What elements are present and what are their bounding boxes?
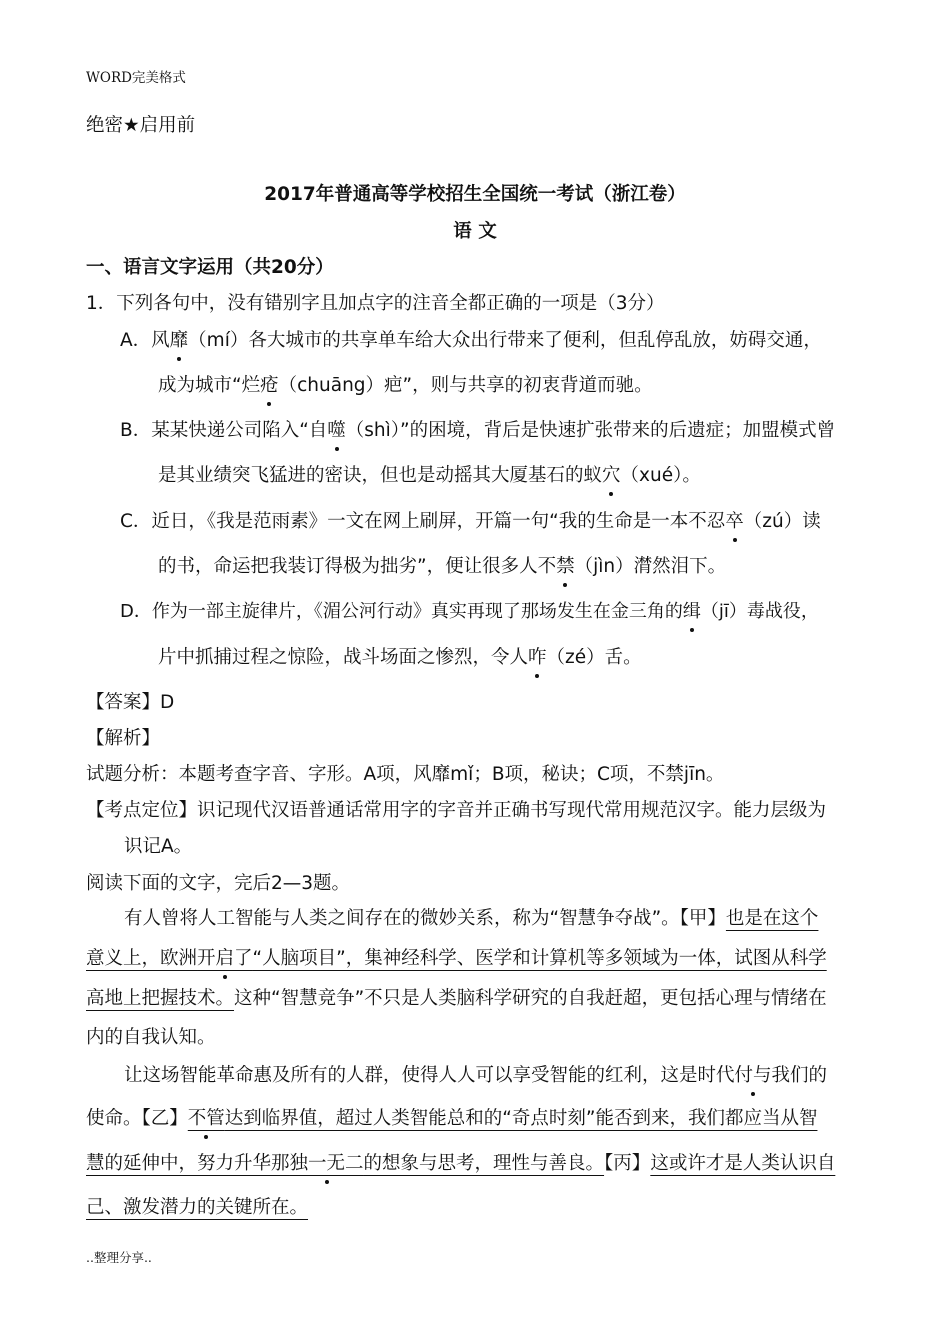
analysis-label: 【解析】 <box>86 728 161 749</box>
option-b-text: （xué）。 <box>620 465 701 486</box>
exam-title: 2017年普通高等学校招生全国统一考试（浙江卷） <box>264 184 686 205</box>
option-d-line1 <box>120 599 819 625</box>
underlined-sentence-yi: 的想象与思考，理性与善良。 <box>363 1153 605 1174</box>
option-b-text: （shì）”的困境，背后是快速扩张带来的后遗症；加盟模式曾 <box>345 420 836 441</box>
para2-text: 让这场智能革命惠及所有的人群，使得人人可以享受智能的红利，这是时代 <box>124 1065 735 1086</box>
underlined-sentence-bing: 己、激发潜力的关键所在。 <box>86 1197 309 1218</box>
option-a-text: A．风 <box>120 330 170 351</box>
option-a-text: （mí）各大城市的共享单车给大众出行带来了便利，但乱停乱放，妨碍交通， <box>188 330 822 351</box>
dotted-phrase: 不管 <box>188 1106 225 1132</box>
confidential-mark: 绝密★启用前 <box>86 115 196 136</box>
para2-text: 【丙】 <box>604 1153 651 1174</box>
para1-line2 <box>86 946 827 972</box>
option-d-line2 <box>158 645 642 671</box>
para2-line1 <box>124 1063 827 1089</box>
question-stem: 1．下列各句中，没有错别字且加点字的注音全都正确的一项是（3分） <box>86 293 665 314</box>
underlined-sentence-yi: 达到临界值，超过人类智能总和的“奇点时刻”能否到来，我们都应当从智 <box>224 1108 818 1129</box>
dotted-char: 穴 <box>602 463 621 489</box>
analysis-text: 试题分析：本题考查字音、字形。A项，风靡mǐ；B项，秘诀；C项，不禁jīn。 <box>86 764 725 785</box>
answer: 【答案】D <box>86 692 175 713</box>
dotted-char: 疮 <box>260 373 279 399</box>
dotted-phrase: 开启了 <box>197 946 253 972</box>
option-c-text: C．近日，《我是范雨素》一文在网上刷屏，开篇一句“我的生命是一本不忍 <box>120 511 726 532</box>
para2-line3 <box>86 1151 835 1177</box>
para2-text: 我们的 <box>771 1065 828 1086</box>
para2-line4 <box>86 1195 308 1221</box>
dotted-char: 卒 <box>725 509 744 535</box>
para1-line3 <box>86 986 827 1012</box>
underlined-sentence-jia: “人脑项目”，集神经科学、医学和计算机等多领域为一体，试图从科学 <box>252 948 827 969</box>
underlined-sentence-bing: 这或许才是人类认识自 <box>650 1153 836 1174</box>
para2-text: 使命。【乙】 <box>86 1108 188 1129</box>
para1-text: 这种“智慧竞争”不只是人类脑科学研究的自我赶超，更包括心理与情绪在 <box>234 988 827 1009</box>
section-title: 一、语言文字运用（共20分） <box>86 257 334 278</box>
page-footer: ..整理分享.. <box>86 1250 152 1265</box>
dotted-phrase: 独一无二 <box>290 1151 364 1177</box>
option-c-line2 <box>158 554 726 580</box>
option-c-text: （jìn）潸然泪下。 <box>574 556 727 577</box>
dotted-char: 咋 <box>528 645 547 671</box>
option-c-line1 <box>120 509 821 535</box>
option-c-text: （zú）读 <box>743 511 821 532</box>
focus-line1: 【考点定位】识记现代汉语普通话常用字的字音并正确书写现代常用规范汉字。能力层级为 <box>86 800 827 821</box>
underlined-sentence-jia: 也是在这个 <box>725 908 819 929</box>
option-d-text: 片中抓捕过程之惊险，战斗场面之惨烈，令人 <box>158 647 529 668</box>
para1-line4: 内的自我认知。 <box>86 1027 216 1048</box>
reading-prompt: 阅读下面的文字，完后2—3题。 <box>86 873 351 894</box>
subject-title: 语 文 <box>453 221 497 242</box>
underlined-sentence-jia: 高地上把握技术。 <box>86 988 235 1009</box>
option-d-text: （jī）毒战役， <box>700 601 819 622</box>
option-d-text: （zé）舌。 <box>546 647 642 668</box>
dotted-char: 靡 <box>170 328 189 354</box>
option-b-line2 <box>158 463 701 489</box>
option-a-line1 <box>120 328 822 354</box>
dotted-char: 缉 <box>683 599 701 625</box>
option-a-text: （chuāng）疤”，则与共享的初衷背道而驰。 <box>278 375 653 396</box>
option-b-line1 <box>120 418 835 444</box>
para1-line1 <box>124 906 818 932</box>
page-header: WORD完美格式 <box>86 70 186 86</box>
para2-line2 <box>86 1106 817 1132</box>
option-b-text: B．某某快递公司陷入“自 <box>120 420 328 441</box>
option-b-text: 是其业绩突飞猛进的密诀，但也是动摇其大厦基石的蚁 <box>158 465 603 486</box>
underlined-sentence-yi: 慧的延伸中，努力升华那 <box>86 1153 290 1174</box>
dotted-char: 噬 <box>327 418 346 444</box>
option-c-text: 的书，命运把我装订得极为拙劣”，便让很多人不 <box>158 556 557 577</box>
focus-line2: 识记A。 <box>124 836 193 857</box>
option-d-text: D．作为一部主旋律片，《湄公河行动》真实再现了那场发生在金三角的 <box>120 601 683 622</box>
option-a-line2 <box>158 373 653 399</box>
option-a-text: 成为城市“烂 <box>158 375 261 396</box>
dotted-char: 禁 <box>556 554 575 580</box>
underlined-sentence-jia: 意义上，欧洲 <box>86 948 198 969</box>
para1-text: 有人曾将人工智能与人类之间存在的微妙关系，称为“智慧争夺战”。【甲】 <box>124 908 726 929</box>
dotted-phrase: 付与 <box>735 1063 772 1089</box>
